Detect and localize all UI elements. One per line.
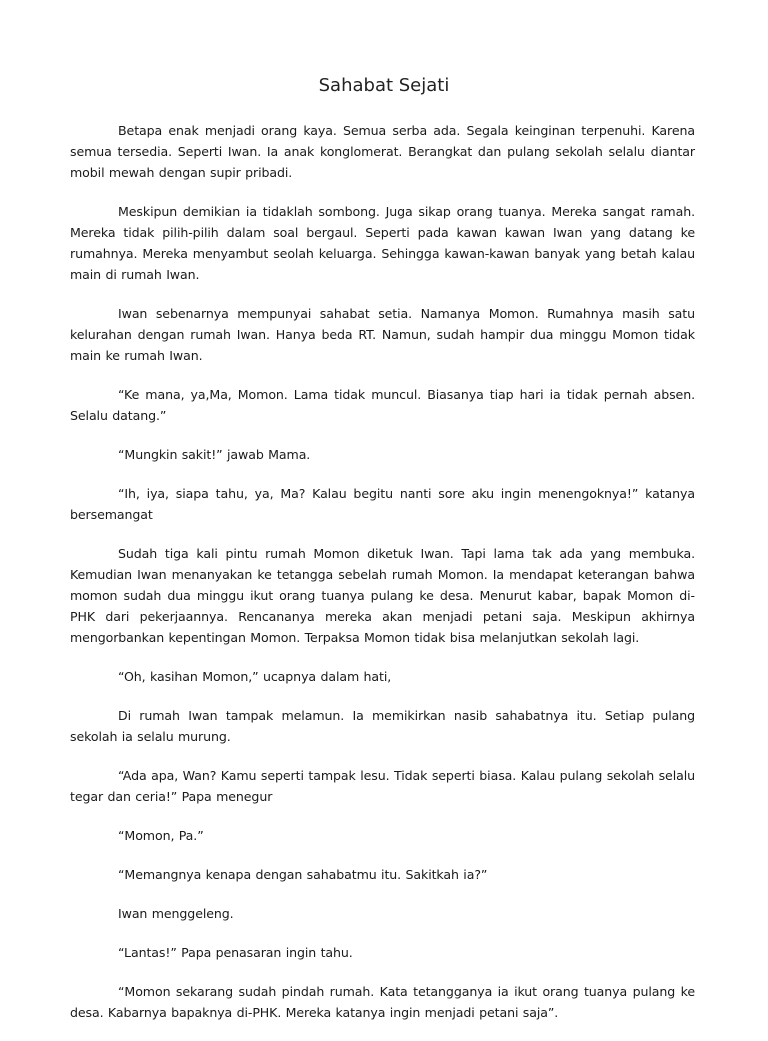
- paragraph-10: “Ada apa, Wan? Kamu seperti tampak lesu. Tidak seperti biasa. Kalau pulang sekolah selalu tegar dan ceria!” Papa menegur: [70, 768, 695, 804]
- paragraph-1: Betapa enak menjadi orang kaya. Semua serba ada. Segala keinginan terpenuhi. Karena semua tersedia. Seperti Iwan. Ia anak konglomerat. Berangkat dan pulang sekolah selalu diantar mobil mewah dengan supir pribadi.: [70, 123, 695, 180]
- document-title: Sahabat Sejati: [318, 75, 450, 96]
- paragraph-2: Meskipun demikian ia tidaklah sombong. Juga sikap orang tuanya. Mereka sangat ramah. Mereka tidak pilih-pilih dalam soal bergaul. Seperti pada kawan kawan Iwan yang datang ke rumahnya. Mereka menyambut seolah keluarga. Sehingga kawan-kawan banyak yang betah kalau main di rumah Iwan.: [70, 204, 695, 282]
- paragraph-15: “Momon sekarang sudah pindah rumah. Kata tetangganya ia ikut orang tuanya pulang ke desa. Kabarnya bapaknya di-PHK. Mereka katanya ingin menjadi petani saja”.: [70, 984, 695, 1020]
- paragraph-8: “Oh, kasihan Momon,” ucapnya dalam hati,: [118, 669, 392, 684]
- paragraph-13: Iwan menggeleng.: [118, 906, 234, 921]
- paragraph-3: Iwan sebenarnya mempunyai sahabat setia. Namanya Momon. Rumahnya masih satu kelurahan dengan rumah Iwan. Hanya beda RT. Namun, sudah hampir dua minggu Momon tidak main ke rumah Iwan.: [70, 306, 695, 363]
- paragraph-7: Sudah tiga kali pintu rumah Momon diketuk Iwan. Tapi lama tak ada yang membuka. Kemudian Iwan menanyakan ke tetangga sebelah rumah Momon. Ia mendapat keterangan bahwa momon sudah dua minggu ikut orang tuanya pulang ke desa. Menurut kabar, bapak Momon di-PHK dari pekerjaannya. Rencananya mereka akan menjadi petani saja. Meskipun akhirnya mengorbankan kepentingan Momon. Terpaksa Momon tidak bisa melanjutkan sekolah lagi.: [70, 546, 695, 645]
- paragraph-6: “Ih, iya, siapa tahu, ya, Ma? Kalau begitu nanti sore aku ingin menengoknya!” katanya bersemangat: [70, 486, 695, 522]
- paragraph-14: “Lantas!” Papa penasaran ingin tahu.: [118, 945, 353, 960]
- paragraph-5: “Mungkin sakit!” jawab Mama.: [118, 447, 311, 462]
- paragraph-9: Di rumah Iwan tampak melamun. Ia memikirkan nasib sahabatnya itu. Setiap pulang sekolah ia selalu murung.: [70, 708, 695, 744]
- paragraph-4: “Ke mana, ya,Ma, Momon. Lama tidak muncul. Biasanya tiap hari ia tidak pernah absen. Selalu datang.”: [70, 387, 695, 423]
- document-body: [70, 120, 695, 1041]
- paragraph-11: “Momon, Pa.”: [118, 828, 204, 843]
- paragraph-12: “Memangnya kenapa dengan sahabatmu itu. Sakitkah ia?”: [118, 867, 488, 882]
